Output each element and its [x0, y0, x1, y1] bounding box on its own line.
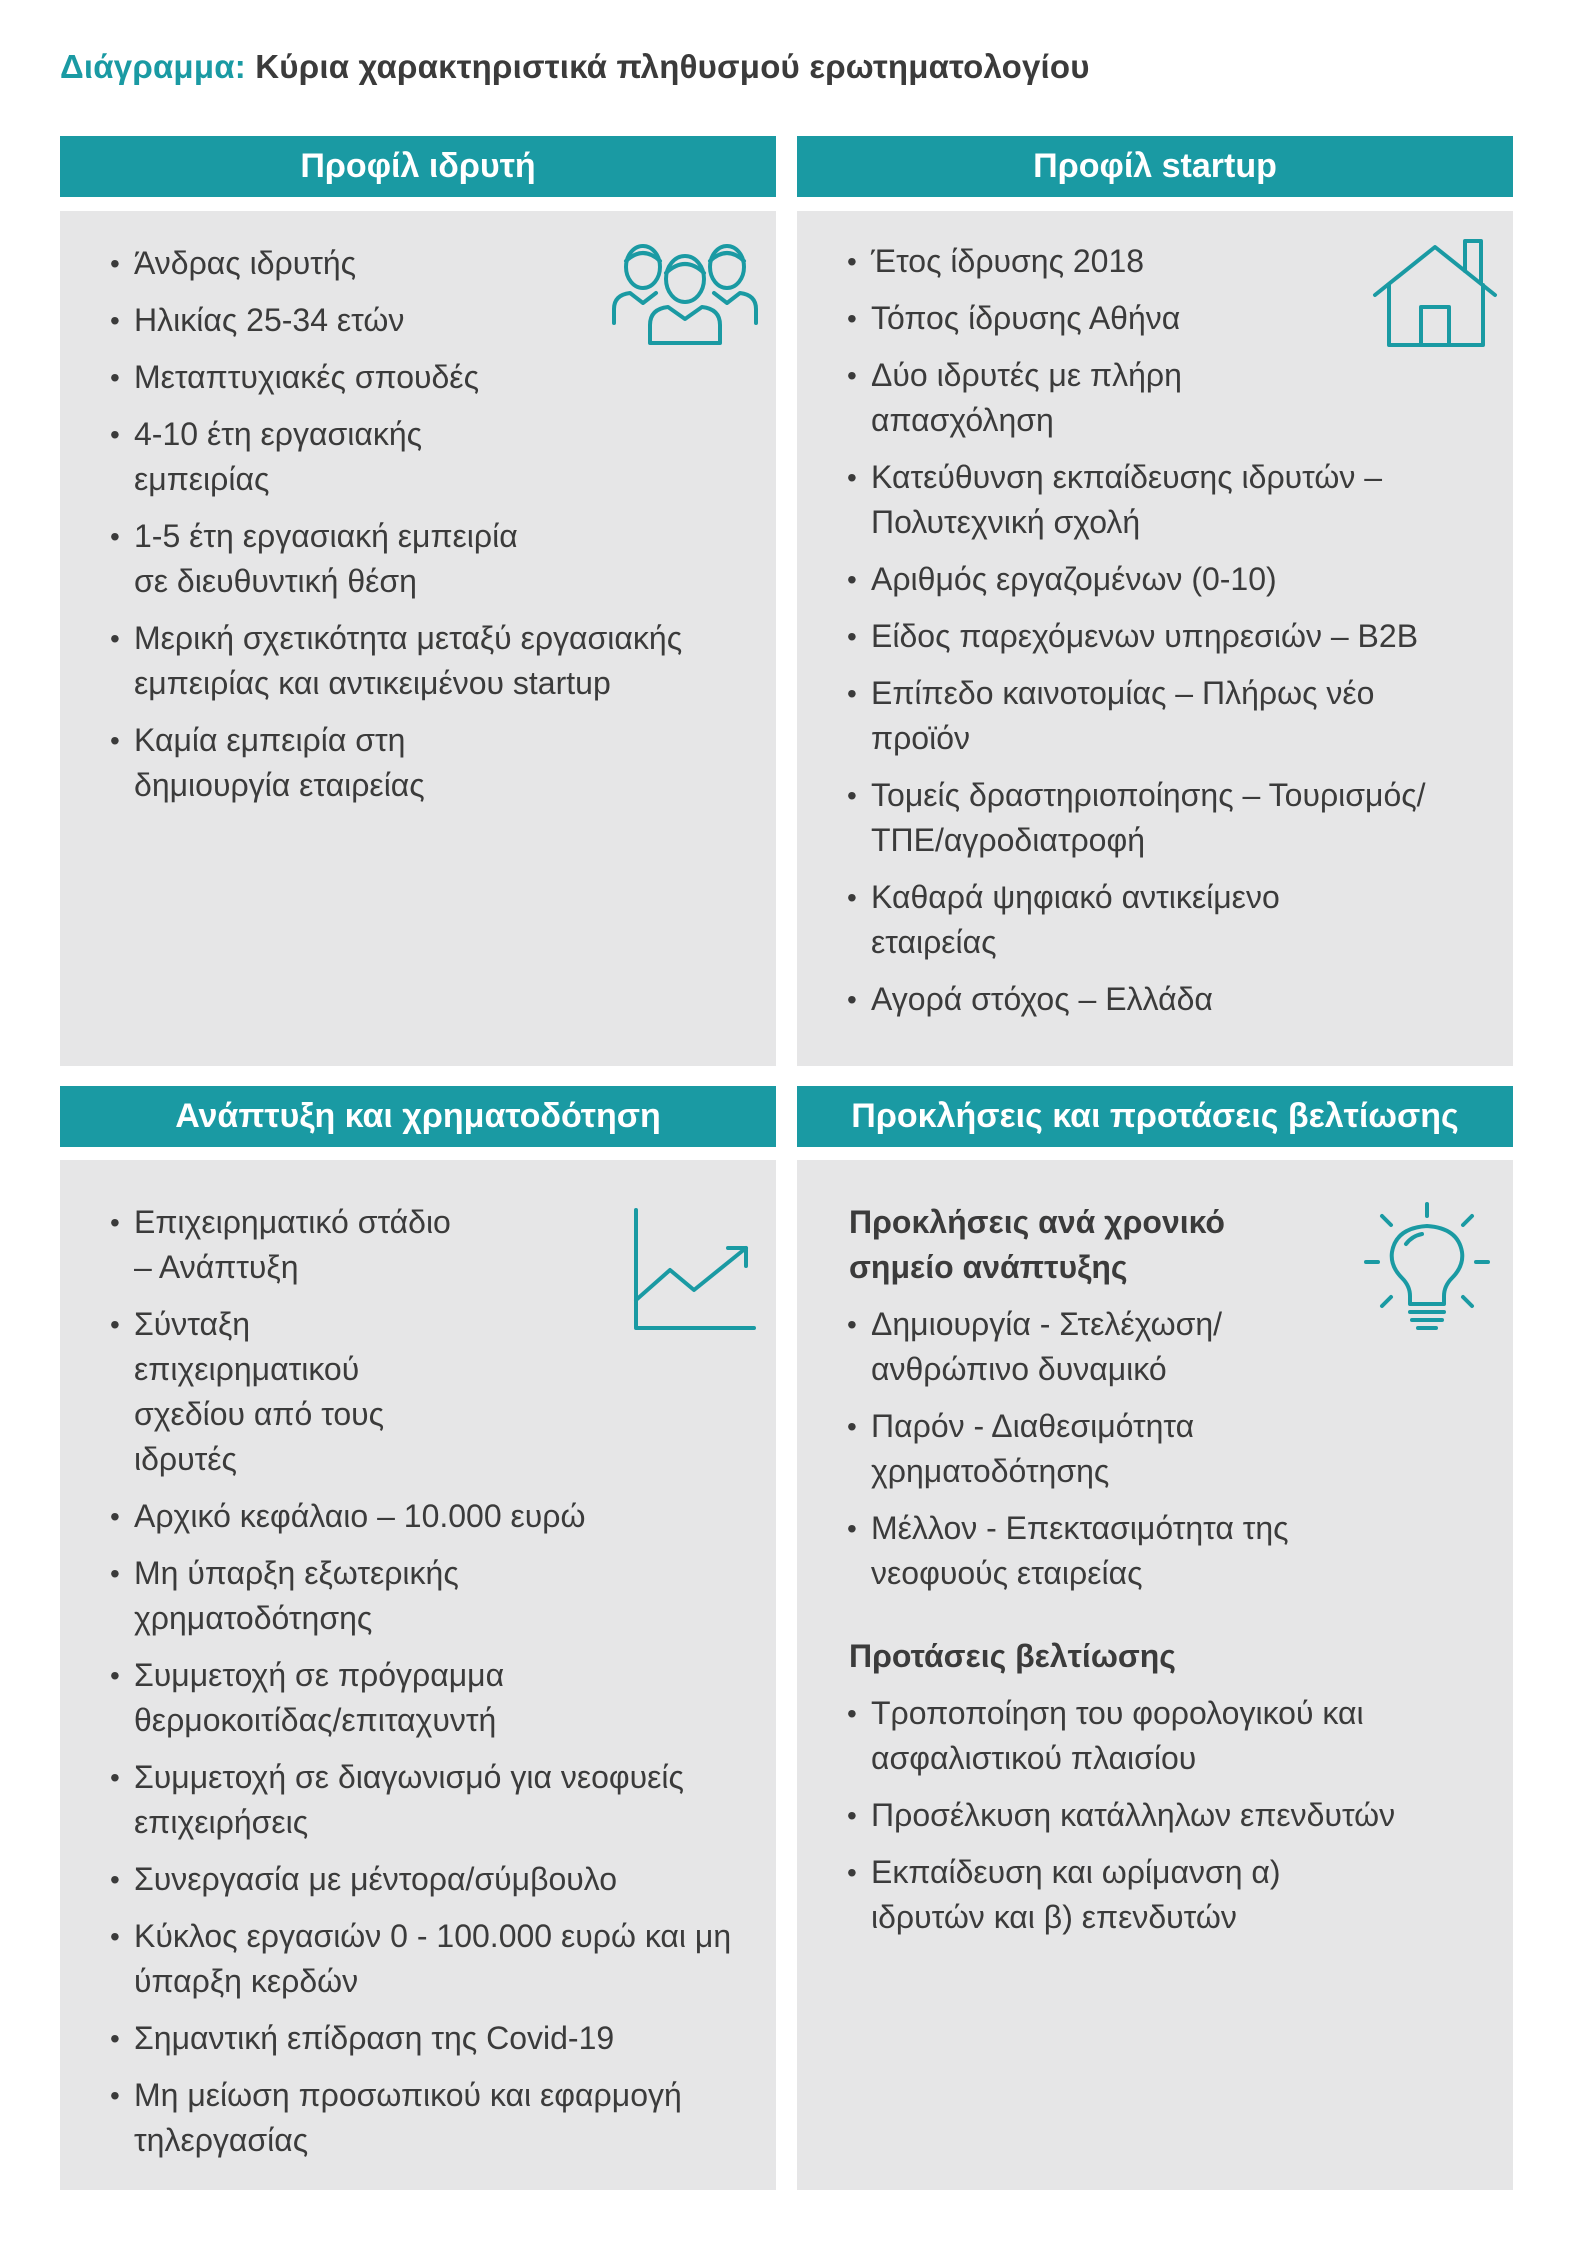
list-item: • Επιχειρηματικό στάδιο – Ανάπτυξη	[60, 1200, 464, 1290]
challenges-proposals-header-label: Προκλήσεις και προτάσεις βελτίωσης	[851, 1097, 1459, 1135]
challenges-proposals-header	[797, 1086, 1513, 1147]
lightbulb-icon	[1362, 1200, 1492, 1340]
list-item: • Αγορά στόχος – Ελλάδα	[797, 977, 1437, 1022]
house-icon	[1371, 237, 1501, 347]
list-item: • Καθαρά ψηφιακό αντικείμενο εταιρείας	[797, 875, 1371, 965]
growth-funding-panel	[60, 1160, 776, 2190]
list-item: • Μέλλον - Επεκτασιμότητα της νεοφυούς εταιρείας	[797, 1506, 1391, 1596]
page-title	[60, 48, 1090, 86]
startup-profile-panel	[797, 211, 1513, 1066]
list-item: • Δημιουργία - Στελέχωση/ ανθρώπινο δυναμικό	[797, 1302, 1311, 1392]
list-item: • Μερική σχετικότητα μεταξύ εργασιακής εμπειρίας και αντικειμένου startup	[60, 616, 754, 706]
list-item: • Μεταπτυχιακές σπουδές	[60, 355, 530, 400]
startup-profile-list	[797, 239, 1437, 1034]
list-item: • Κατεύθυνση εκπαίδευσης ιδρυτών – Πολυτεχνική σχολή	[797, 455, 1441, 545]
growth-funding-header-label: Ανάπτυξη και χρηματοδότηση	[175, 1097, 661, 1135]
founder-profile-header-label: Προφίλ ιδρυτή	[300, 147, 536, 185]
list-item: • Παρόν - Διαθεσιμότητα χρηματοδότησης	[797, 1404, 1311, 1494]
list-item: • Έτος ίδρυσης 2018	[797, 239, 1437, 284]
list-item: • Επίπεδο καινοτομίας – Πλήρως νέο προϊόν	[797, 671, 1431, 761]
startup-profile-header	[797, 136, 1513, 197]
proposals-subheading: Προτάσεις βελτίωσης	[849, 1638, 1176, 1674]
list-item: • Ηλικίας 25-34 ετών	[60, 298, 530, 343]
list-item: • Εκπαίδευση και ωρίμανση α) ιδρυτών και β) επενδυτών	[797, 1850, 1291, 1940]
list-item: • Σύνταξη επιχειρηματικού σχεδίου από τους ιδρυτές	[60, 1302, 424, 1482]
founder-profile-panel	[60, 211, 776, 1066]
title-text: Κύρια χαρακτηριστικά πληθυσμού ερωτηματολογίου	[255, 48, 1090, 85]
growth-funding-list	[60, 1200, 732, 2175]
list-item: • Δύο ιδρυτές με πλήρη απασχόληση	[797, 353, 1201, 443]
list-item: • Συμμετοχή σε διαγωνισμό για νεοφυείς επιχειρήσεις	[60, 1755, 734, 1845]
challenges-subheading: Προκλήσεις ανά χρονικό σημείο ανάπτυξης	[849, 1204, 1225, 1285]
list-item: • Προσέλκυση κατάλληλων επενδυτών	[797, 1793, 1491, 1838]
people-group-icon	[610, 239, 760, 349]
list-item: • Συνεργασία με μέντορα/σύμβουλο	[60, 1857, 710, 1902]
list-item: • Μη μείωση προσωπικού και εφαρμογή τηλεργασίας	[60, 2073, 754, 2163]
list-item: • Κύκλος εργασιών 0 - 100.000 ευρώ και μη ύπαρξη κερδών	[60, 1914, 754, 2004]
list-item: • Μη ύπαρξη εξωτερικής χρηματοδότησης	[60, 1551, 514, 1641]
list-item: • 1-5 έτη εργασιακή εμπειρία σε διευθυντική θέση	[60, 514, 530, 604]
list-item: • Συμμετοχή σε πρόγραμμα θερμοκοιτίδας/επιταχυντή	[60, 1653, 584, 1743]
title-prefix: Διάγραμμα:	[60, 48, 246, 85]
list-item: • Τόπος ίδρυσης Αθήνα	[797, 296, 1437, 341]
founder-profile-list	[60, 241, 683, 820]
startup-profile-header-label: Προφίλ startup	[1033, 147, 1277, 185]
list-item: • Άνδρας ιδρυτής	[60, 241, 530, 286]
list-item: • Σημαντική επίδραση της Covid-19	[60, 2016, 710, 2061]
challenges-list	[797, 1302, 1497, 1596]
challenges-proposals-panel	[797, 1160, 1513, 2190]
list-item: • Είδος παρεχόμενων υπηρεσιών – B2B	[797, 614, 1437, 659]
proposals-list	[797, 1691, 1497, 1940]
list-item: • Αριθμός εργαζομένων (0-10)	[797, 557, 1437, 602]
list-item: • Αρχικό κεφάλαιο – 10.000 ευρώ	[60, 1494, 710, 1539]
list-item: • Τροποποίηση του φορολογικού και ασφαλιστικού πλαισίου	[797, 1691, 1471, 1781]
list-item: • Τομείς δραστηριοποίησης – Τουρισμός/ΤΠΕ/αγροδιατροφή	[797, 773, 1431, 863]
growth-funding-header	[60, 1086, 776, 1147]
growth-chart-icon	[632, 1208, 757, 1333]
list-item: • 4-10 έτη εργασιακής εμπειρίας	[60, 412, 530, 502]
founder-profile-header	[60, 136, 776, 197]
list-item: • Καμία εμπειρία στη δημιουργία εταιρείας	[60, 718, 530, 808]
